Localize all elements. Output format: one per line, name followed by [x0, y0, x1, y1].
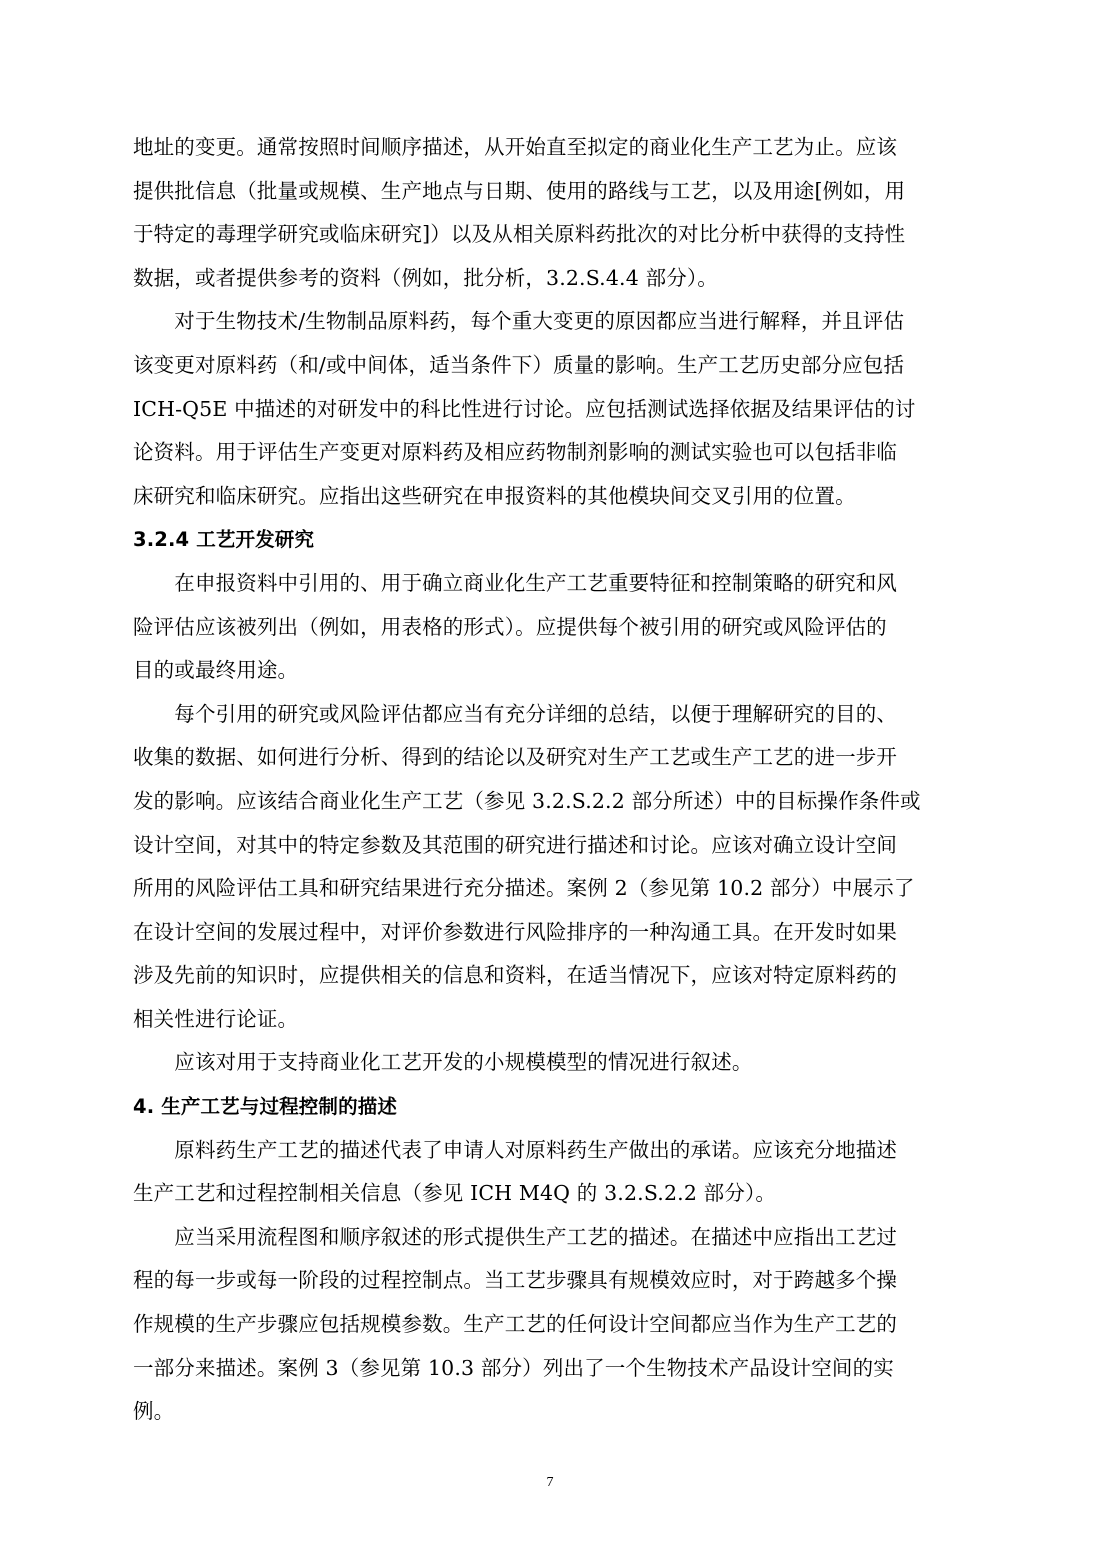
body-line: 目的或最终用途。 [133, 658, 299, 683]
body-line: 该变更对原料药（和/或中间体，适当条件下）质量的影响。生产工艺历史部分应包括 [133, 352, 905, 377]
section-heading: 3.2.4 工艺开发研究 [133, 528, 315, 552]
body-line: 提供批信息（批量或规模、生产地点与日期、使用的路线与工艺，以及用途[例如，用 [133, 178, 906, 203]
body-line: 论资料。用于评估生产变更对原料药及相应药物制剂影响的测试实验也可以包括非临 [133, 440, 898, 465]
body-line: ICH-Q5E 中描述的对研发中的科比性进行讨论。应包括测试选择依据及结果评估的讨 [133, 396, 916, 421]
body-line: 生产工艺和过程控制相关信息（参见 ICH M4Q 的 3.2.S.2.2 部分）。 [133, 1181, 777, 1206]
body-line: 对于生物技术/生物制品原料药，每个重大变更的原因都应当进行解释，并且评估 [133, 309, 905, 334]
body-line: 地址的变更。通常按照时间顺序描述，从开始直至拟定的商业化生产工艺为止。应该 [133, 135, 898, 159]
body-line: 在申报资料中引用的、用于确立商业化生产工艺重要特征和控制策略的研究和风 [133, 570, 898, 595]
body-line: 原料药生产工艺的描述代表了申请人对原料药生产做出的承诺。应该充分地描述 [133, 1137, 898, 1162]
body-line: 床研究和临床研究。应指出这些研究在申报资料的其他模块间交叉引用的位置。 [133, 483, 856, 508]
body-line: 收集的数据、如何进行分析、得到的结论以及研究对生产工艺或生产工艺的进一步开 [133, 745, 898, 770]
body-line: 设计空间，对其中的特定参数及其范围的研究进行描述和讨论。应该对确立设计空间 [133, 832, 898, 857]
body-line: 险评估应该被列出（例如，用表格的形式）。应提供每个被引用的研究或风险评估的 [133, 614, 887, 639]
body-line: 应当采用流程图和顺序叙述的形式提供生产工艺的描述。在描述中应指出工艺过 [133, 1224, 898, 1249]
body-line: 例。 [133, 1399, 175, 1424]
body-line: 应该对用于支持商业化工艺开发的小规模模型的情况进行叙述。 [133, 1050, 753, 1075]
body-line: 每个引用的研究或风险评估都应当有充分详细的总结，以便于理解研究的目的、 [133, 701, 898, 726]
body-line: 所用的风险评估工具和研究结果进行充分描述。案例 2（参见第 10.2 部分）中展示了 [133, 876, 915, 901]
body-line: 在设计空间的发展过程中，对评价参数进行风险排序的一种沟通工具。在开发时如果 [133, 919, 898, 944]
body-line: 一部分来描述。案例 3（参见第 10.3 部分）列出了一个生物技术产品设计空间的实 [133, 1355, 894, 1380]
body-line: 发的影响。应该结合商业化生产工艺（参见 3.2.S.2.2 部分所述）中的目标操作条件或 [133, 788, 921, 813]
section-heading: 4. 生产工艺与过程控制的描述 [133, 1095, 398, 1119]
body-line: 涉及先前的知识时，应提供相关的信息和资料，在适当情况下，应该对特定原料药的 [133, 963, 898, 988]
body-line: 程的每一步或每一阶段的过程控制点。当工艺步骤具有规模效应时，对于跨越多个操 [133, 1268, 898, 1293]
page-number: 7 [546, 1475, 554, 1490]
body-line: 相关性进行论证。 [133, 1006, 299, 1031]
page-body [133, 126, 968, 1434]
body-line: 数据，或者提供参考的资料（例如，批分析，3.2.S.4.4 部分）。 [133, 265, 718, 290]
body-line: 于特定的毒理学研究或临床研究]）以及从相关原料药批次的对比分析中获得的支持性 [133, 222, 906, 247]
body-line: 作规模的生产步骤应包括规模参数。生产工艺的任何设计空间都应当作为生产工艺的 [133, 1312, 898, 1337]
